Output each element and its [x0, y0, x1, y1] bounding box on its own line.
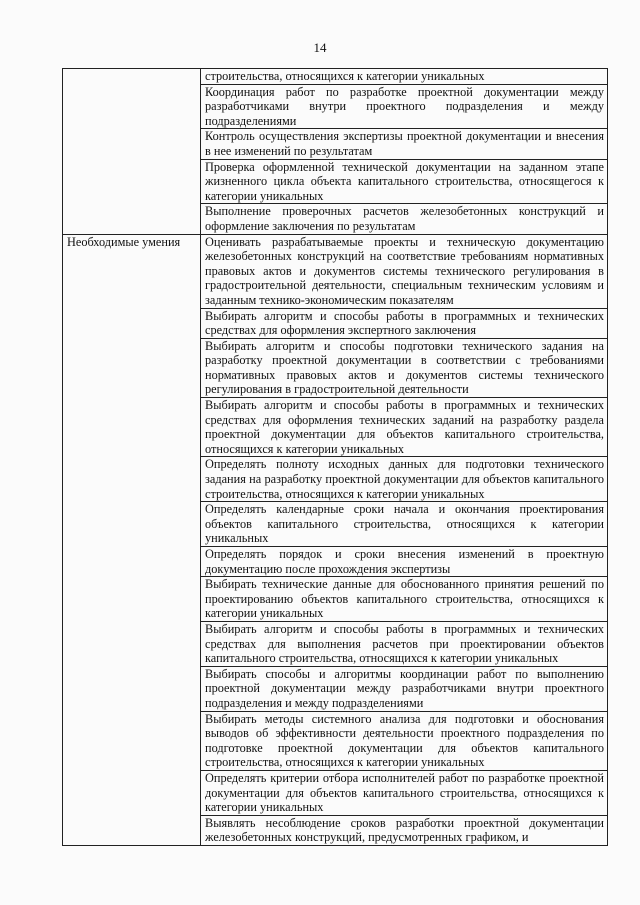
row-text: Определять порядок и сроки внесения изменений в проектную документацию после прохождения экспертизы [201, 547, 608, 577]
table-row [63, 770, 608, 815]
row-label [63, 129, 201, 159]
row-label [63, 159, 201, 204]
table-row [63, 308, 608, 338]
table-row [63, 398, 608, 457]
table-body [63, 69, 608, 846]
table-row [63, 666, 608, 711]
table-row [63, 204, 608, 234]
row-text: Выявлять несоблюдение сроков разработки проектной документации железобетонных конструкций, предусмотренных графиком, и [201, 815, 608, 845]
row-text: Контроль осуществления экспертизы проектной документации и внесения в нее изменений по результатам [201, 129, 608, 159]
table-row [63, 577, 608, 622]
row-label [63, 398, 201, 457]
row-text: Выбирать алгоритм и способы работы в программных и технических средствах для выполнения расчетов при проектировании объектов капитального строительства, относящихся к категории уникальных [201, 621, 608, 666]
table-row [63, 711, 608, 770]
row-text: Выбирать способы и алгоритмы координации работ по выполнению проектной документации между разработчиками внутри проектного подразделения и между подразделениями [201, 666, 608, 711]
row-text: Проверка оформленной технической документации на заданном этапе жизненного цикла объекта капитального строительства, относящегося к категории уникальных [201, 159, 608, 204]
row-label [63, 666, 201, 711]
row-text: Координация работ по разработке проектной документации между разработчиками внутри проектного подразделения и между подразделениями [201, 84, 608, 129]
competency-table [62, 68, 608, 846]
row-text: Выполнение проверочных расчетов железобетонных конструкций и оформление заключения по результатам [201, 204, 608, 234]
row-label [63, 338, 201, 397]
row-label [63, 457, 201, 502]
row-text: Выбирать технические данные для обоснованного принятия решений по проектированию объектов капитального строительства, относящихся к категории уникальных [201, 577, 608, 622]
row-text: Выбирать методы системного анализа для подготовки и обоснования выводов об эффективности деятельности проектного подразделения по подготовке проектной документации для объектов капитального строительства, относящихся к категории уникальных [201, 711, 608, 770]
row-label [63, 308, 201, 338]
row-text: Выбирать алгоритм и способы подготовки технического задания на разработку проектной документации в соответствии с требованиями нормативных правовых актов и документов системы технического регулирования в градостроительной деятельности [201, 338, 608, 397]
row-text: строительства, относящихся к категории уникальных [201, 69, 608, 85]
row-text: Выбирать алгоритм и способы работы в программных и технических средствах для оформления технических заданий на разработку раздела проектной документации для объектов капитального строительства, относящихся к категории уникальных [201, 398, 608, 457]
table-row [63, 457, 608, 502]
table-row [63, 84, 608, 129]
table-row [63, 69, 608, 85]
table-row [63, 815, 608, 845]
table-row [63, 159, 608, 204]
table-row [63, 502, 608, 547]
row-text: Выбирать алгоритм и способы работы в программных и технических средствах для оформления экспертного заключения [201, 308, 608, 338]
row-label: Необходимые умения [63, 234, 201, 308]
row-text: Оценивать разрабатываемые проекты и техническую документацию железобетонных конструкций на соответствие требованиям нормативных правовых актов и документов системы технического регулирования в градостроительной деятельности, специальным техническим условиям и заданным технико-экономическим показателям [201, 234, 608, 308]
row-label [63, 84, 201, 129]
table-row [63, 129, 608, 159]
row-text: Определять календарные сроки начала и окончания проектирования объектов капитального строительства, относящихся к категории уникальных [201, 502, 608, 547]
row-label [63, 502, 201, 547]
table-row [63, 621, 608, 666]
table-row [63, 547, 608, 577]
row-label [63, 815, 201, 845]
table-row [63, 234, 608, 308]
row-label [63, 621, 201, 666]
table-row [63, 338, 608, 397]
row-text: Определять полноту исходных данных для подготовки технического задания на разработку проектной документации для объектов капитального строительства, относящихся к категории уникальных [201, 457, 608, 502]
page-number: 14 [313, 40, 327, 55]
row-label [63, 577, 201, 622]
row-label [63, 711, 201, 770]
row-label [63, 770, 201, 815]
row-label [63, 69, 201, 85]
row-text: Определять критерии отбора исполнителей работ по разработке проектной документации для объектов капитального строительства, относящихся к категории уникальных [201, 770, 608, 815]
row-label [63, 204, 201, 234]
row-label [63, 547, 201, 577]
